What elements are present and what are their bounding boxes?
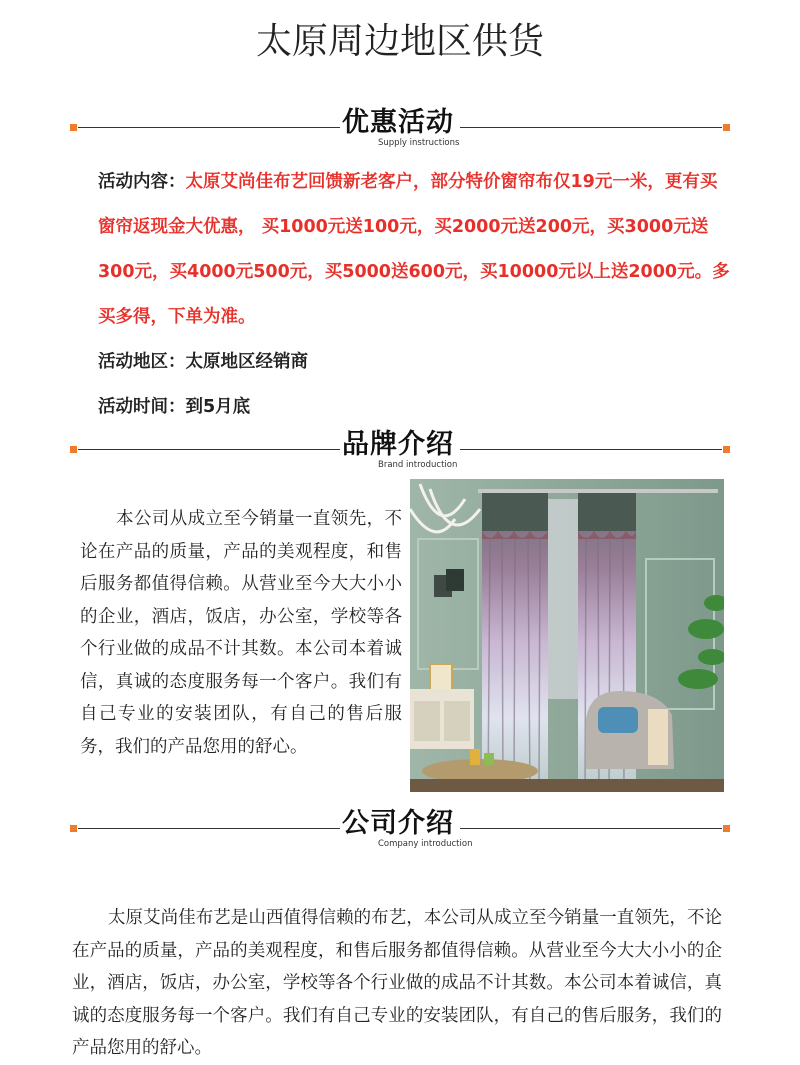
divider-dot-left [70,446,77,453]
section-heading-en: Supply instructions [378,138,460,148]
divider-line-right [460,449,722,450]
section-divider-promo [70,108,730,148]
section-heading-en: Brand introduction [378,460,458,470]
section-heading-company [342,809,472,849]
divider-line-right [460,828,722,829]
promo-time [98,385,730,430]
section-divider-company [70,809,730,849]
promo-content-text: 太原艾尚佳布艺回馈新老客户，部分特价窗帘布仅19元一米，更有买窗帘返现金大优惠， 买1000元送100元，买2000元送200元，买3000元送300元，买4000元500元，买5000送600元，买10000元以上送2000元。多买多得，下单为准。 [98,172,730,327]
promo-region-text: 太原地区经销商 [185,352,308,372]
company-intro-text: 太原艾尚佳布艺是山西值得信赖的布艺，本公司从成立至今销量一直领先，不论在产品的质量，产品的美观程度，和售后服务都值得信赖。从营业至今大大小小的企业，酒店，饭店，办公室，学校等各个行业做的成品不计其数。本公司本着诚信，真诚的态度服务每一个客户。我们有自己专业的安装团队，有自己的售后服务，我们的产品您用的舒心。 [72,908,722,1058]
divider-dot-left [70,124,77,131]
promo-time-text: 到5月底 [185,397,251,417]
promo-details [98,160,730,430]
section-heading-brand [342,430,472,470]
promo-region-label: 活动地区： [98,352,186,372]
divider-line-left [78,127,340,128]
promo-time-label: 活动时间： [98,397,186,417]
page-title: 太原周边地区供货 [255,21,544,62]
divider-dot-right [723,446,730,453]
divider-dot-right [723,124,730,131]
promo-content [98,160,730,340]
section-heading-zh: 优惠活动 [342,107,454,138]
section-heading-zh: 品牌介绍 [342,429,454,460]
divider-line-left [78,828,340,829]
section-heading-zh: 公司介绍 [342,808,454,839]
brand-intro-text: 本公司从成立至今销量一直领先，不论在产品的质量，产品的美观程度，和售后服务都值得信赖。从营业至今大大小小的企业，酒店，饭店，办公室，学校等各个行业做的成品不计其数。本公司本着诚信，真诚的态度服务每一个客户。我们有自己专业的安装团队，有自己的售后服务，我们的产品您用的舒心。 [80,509,402,757]
divider-dot-left [70,825,77,832]
divider-line-left [78,449,340,450]
promo-content-label: 活动内容： [98,172,186,192]
curtain-photo [410,479,724,792]
promo-region [98,340,730,385]
divider-dot-right [723,825,730,832]
section-heading-en: Company introduction [378,839,473,849]
section-heading-promo [342,108,472,148]
divider-line-right [460,127,722,128]
section-divider-brand [70,430,730,470]
